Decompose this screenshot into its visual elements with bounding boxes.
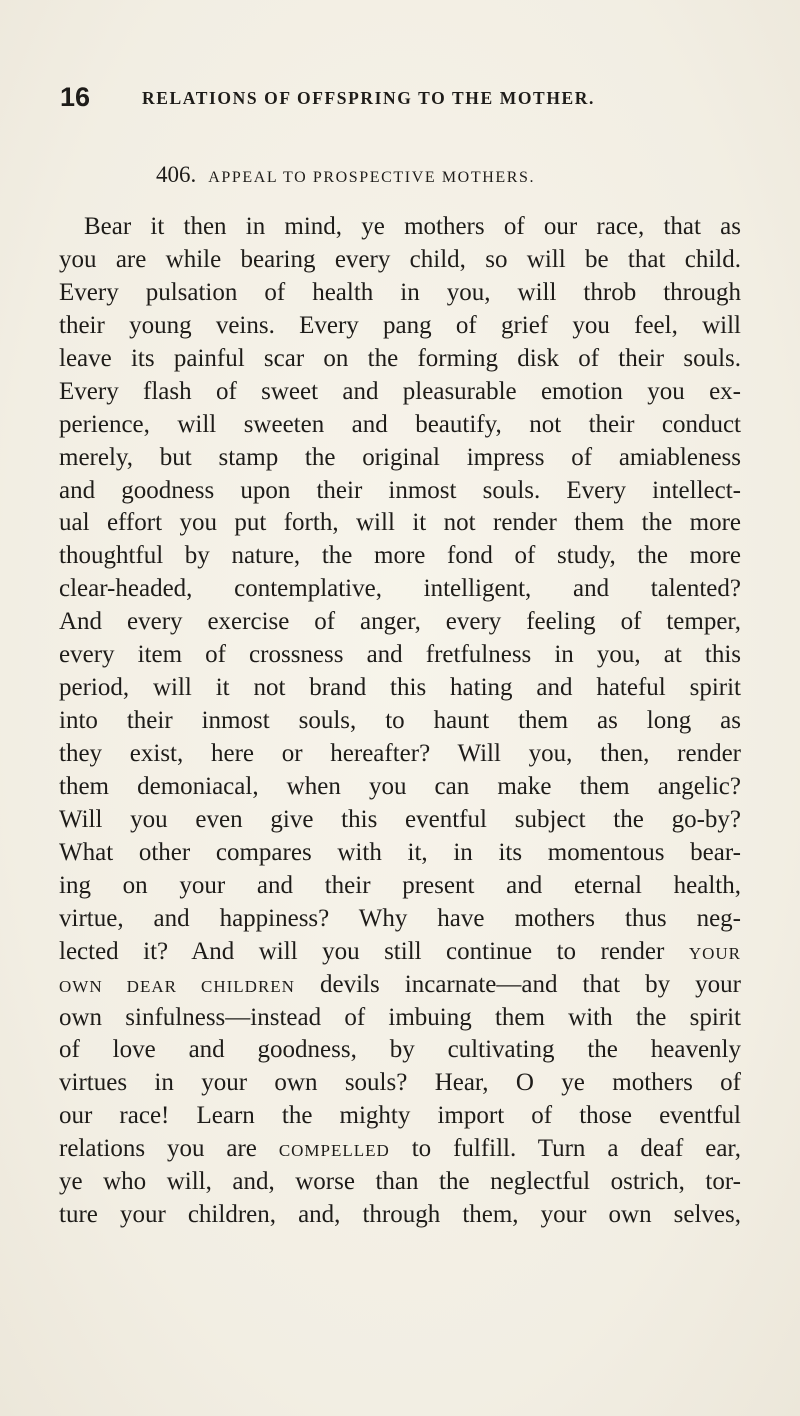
line-text: And every exercise of anger, every feeling of temper, (59, 608, 741, 636)
text-line (59, 540, 741, 573)
text-line (59, 409, 741, 442)
text-line (59, 606, 741, 639)
line-text: lected it? And will you still continue to render (59, 937, 665, 965)
text-line (59, 1133, 741, 1166)
line-text: ye who will, and, worse than the neglectful ostrich, tor- (59, 1168, 741, 1196)
text-line (59, 705, 741, 738)
text-line (59, 1199, 741, 1232)
line-text: virtue, and happiness? Why have mothers thus neg- (59, 904, 741, 932)
text-line (59, 1067, 741, 1100)
text-line (59, 1034, 741, 1067)
text-line (59, 936, 741, 969)
line-text: every item of crossness and fretfulness in you, at this (59, 641, 741, 669)
line-text: Will you even give this eventful subject the go-by? (59, 805, 741, 833)
page-number: 16 (60, 82, 91, 112)
running-head (60, 82, 680, 114)
line-text: they exist, here or hereafter? Will you, then, render (59, 740, 741, 767)
line-text: devils incarnate—and that by your (294, 970, 741, 998)
line-text: own sinfulness—instead of imbuing them with the spirit (59, 1003, 741, 1031)
line-text: their young veins. Every pang of grief you feel, will (59, 311, 741, 339)
line-text: into their inmost souls, to haunt them as long as (59, 707, 741, 735)
text-line (59, 837, 741, 870)
text-line (59, 1100, 741, 1133)
line-text: ual effort you put forth, will it not render them the more (59, 509, 741, 537)
line-text: ture your children, and, through them, your own selves, (59, 1201, 741, 1229)
text-line (59, 1166, 741, 1199)
line-text: leave its painful scar on the forming disk of their souls. (59, 344, 741, 372)
text-line (59, 903, 741, 936)
text-line (59, 771, 741, 804)
running-title: RELATIONS OF OFFSPRING TO THE MOTHER. (142, 88, 596, 108)
text-line (59, 804, 741, 837)
line-text: you are while bearing every child, so will be that child. (59, 245, 741, 273)
text-line (59, 969, 741, 1002)
text-line (59, 442, 741, 475)
line-text: What other compares with it, in its momentous bear- (59, 838, 741, 866)
section-title: APPEAL TO PROSPECTIVE MOTHERS. (208, 169, 536, 186)
line-text: and goodness upon their inmost souls. Every intellect- (59, 476, 741, 504)
line-text: them demoniacal, when you can make them angelic? (59, 772, 741, 800)
line-text: of love and goodness, by cultivating the heavenly (59, 1036, 741, 1064)
text-line (59, 475, 741, 508)
line-text: thoughtful by nature, the more fond of study, the more (59, 542, 741, 570)
line-text: ing on your and their present and eternal health, (59, 871, 741, 899)
section-heading (156, 162, 535, 188)
body-paragraph (59, 211, 741, 1232)
line-text: virtues in your own souls? Hear, O ye mothers of (59, 1069, 741, 1097)
text-line (59, 244, 741, 277)
line-text: Every pulsation of health in you, will throb through (59, 278, 741, 306)
text-line (59, 1002, 741, 1035)
text-line (59, 310, 741, 343)
line-text: Bear it then in mind, ye mothers of our race, that as (84, 213, 741, 240)
line-text: perience, will sweeten and beautify, not their conduct (59, 410, 741, 438)
line-text: Every flash of sweet and pleasurable emotion you ex- (59, 377, 741, 405)
text-line (59, 343, 741, 376)
line-text: period, will it not brand this hating and hateful spirit (59, 674, 741, 702)
text-line (59, 639, 741, 672)
text-line (59, 211, 741, 244)
line-text: our race! Learn the mighty import of those eventful (59, 1102, 741, 1130)
line-text: merely, but stamp the original impress of amiableness (59, 443, 741, 471)
text-line (59, 738, 741, 771)
line-text: relations you are (59, 1135, 257, 1163)
text-line (59, 376, 741, 409)
text-line (59, 870, 741, 903)
small-caps-text: OWN DEAR CHILDREN (59, 976, 295, 996)
text-line (59, 277, 741, 310)
line-text: to fulfill. Turn a deaf ear, (411, 1135, 741, 1163)
section-number: 406. (156, 162, 197, 187)
small-caps-text: COMPELLED (278, 1141, 390, 1161)
text-line (59, 507, 741, 540)
text-line (59, 573, 741, 606)
line-text: clear-headed, contemplative, intelligent, and talented? (59, 575, 741, 603)
text-line (59, 672, 741, 705)
small-caps-text: YOUR (688, 943, 741, 963)
